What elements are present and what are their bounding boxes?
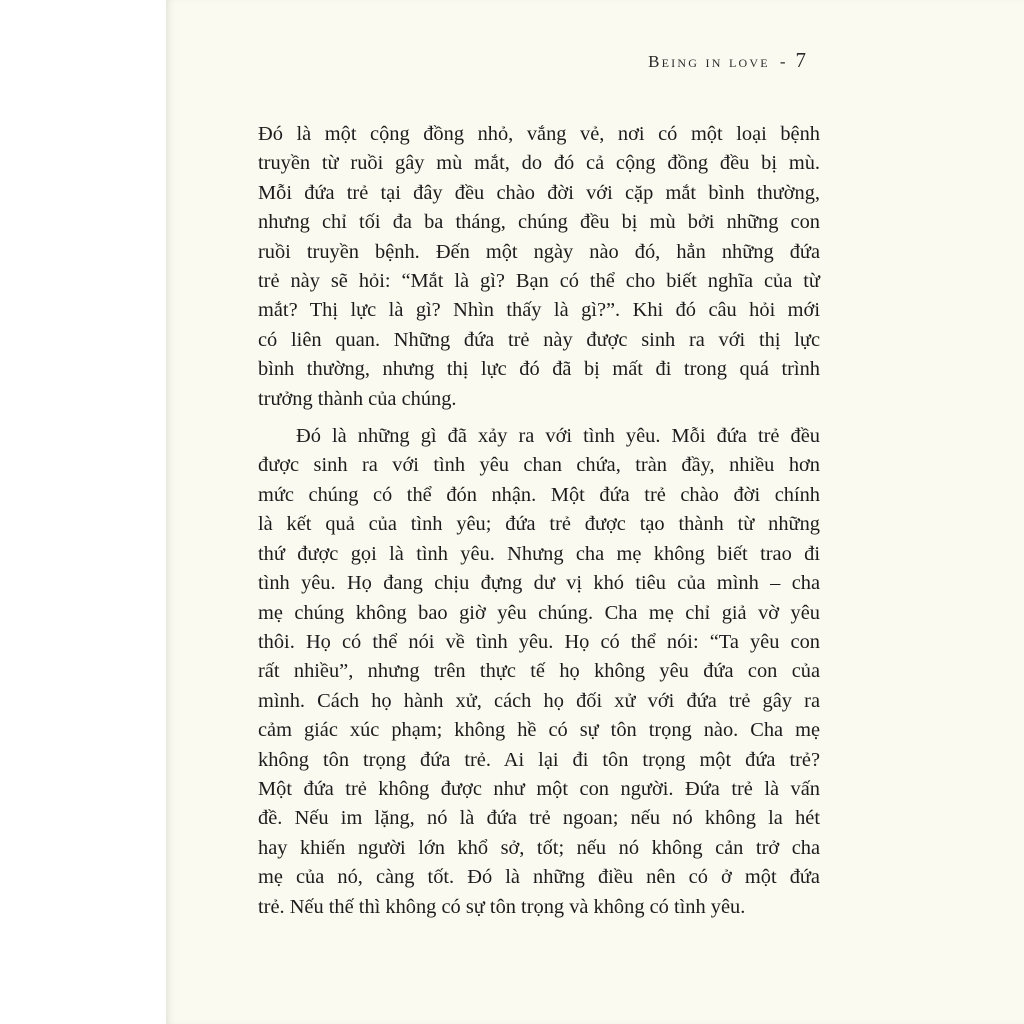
running-header-separator: - — [779, 52, 786, 71]
text-line: là kết quả của tình yêu; đứa trẻ được tạo thành từ những — [258, 513, 820, 536]
text-line: thứ được gọi là tình yêu. Nhưng cha mẹ không biết trao đi — [258, 542, 820, 565]
text-line: có liên quan. Những đứa trẻ này được sinh ra với thị lực — [258, 328, 820, 351]
text-line: ruồi truyền bệnh. Đến một ngày nào đó, hẳn những đứa — [258, 240, 820, 263]
text-line: mức chúng có thể đón nhận. Một đứa trẻ chào đời chính — [258, 483, 820, 506]
text-line: hay khiến người lớn khổ sở, tốt; nếu nó không cản trở cha — [258, 836, 820, 859]
text-line: Đó là những gì đã xảy ra với tình yêu. Mỗi đứa trẻ đều — [296, 425, 820, 448]
text-line: cảm giác xúc phạm; không hề có sự tôn trọng nào. Cha mẹ — [258, 719, 820, 742]
text-line: trẻ này sẽ hỏi: “Mắt là gì? Bạn có thể cho biết nghĩa của từ — [258, 270, 820, 293]
running-header-title: Being in love — [648, 52, 770, 71]
text-line: trưởng thành của chúng. — [258, 387, 457, 410]
text-line: rất nhiều”, nhưng trên thực tế họ không yêu đứa con của — [258, 660, 820, 683]
text-line: Mỗi đứa trẻ tại đây đều chào đời với cặp mắt bình thường, — [258, 181, 820, 204]
text-line: trẻ. Nếu thế thì không có sự tôn trọng và không có tình yêu. — [258, 895, 746, 918]
text-line: tình yêu. Họ đang chịu đựng dư vị khó tiêu của mình – cha — [258, 572, 820, 595]
text-line: thôi. Họ có thể nói về tình yêu. Họ có thể nói: “Ta yêu con — [258, 630, 820, 653]
paragraph-1 — [258, 120, 820, 414]
text-line: mắt? Thị lực là gì? Nhìn thấy là gì?”. Khi đó câu hỏi mới — [258, 299, 820, 322]
text-line: Một đứa trẻ không được như một con người. Đứa trẻ là vấn — [258, 777, 820, 800]
text-line: được sinh ra với tình yêu chan chứa, tràn đầy, nhiều hơn — [258, 454, 820, 477]
text-line: mẹ của nó, càng tốt. Đó là những điều nên có ở một đứa — [258, 866, 820, 889]
body-text — [258, 120, 820, 922]
text-line: Đó là một cộng đồng nhỏ, vắng vẻ, nơi có một loại bệnh — [258, 123, 820, 145]
page-number: 7 — [795, 48, 806, 72]
text-line: nhưng chỉ tối đa ba tháng, chúng đều bị mù bởi những con — [258, 211, 820, 234]
text-line: mình. Cách họ hành xử, cách họ đối xử với đứa trẻ gây ra — [258, 689, 820, 712]
text-line: đề. Nếu im lặng, nó là đứa trẻ ngoan; nếu nó không la hét — [258, 807, 820, 830]
text-line: không tôn trọng đứa trẻ. Ai lại đi tôn trọng một đứa trẻ? — [258, 748, 820, 771]
text-line: truyền từ ruồi gây mù mắt, do đó cả cộng đồng đều bị mù. — [258, 152, 820, 175]
running-header — [648, 48, 806, 73]
text-line: mẹ chúng không bao giờ yêu chúng. Cha mẹ chỉ giả vờ yêu — [258, 601, 820, 624]
text-line: bình thường, nhưng thị lực đó đã bị mất đi trong quá trình — [258, 358, 820, 381]
paragraph-2 — [258, 422, 820, 922]
